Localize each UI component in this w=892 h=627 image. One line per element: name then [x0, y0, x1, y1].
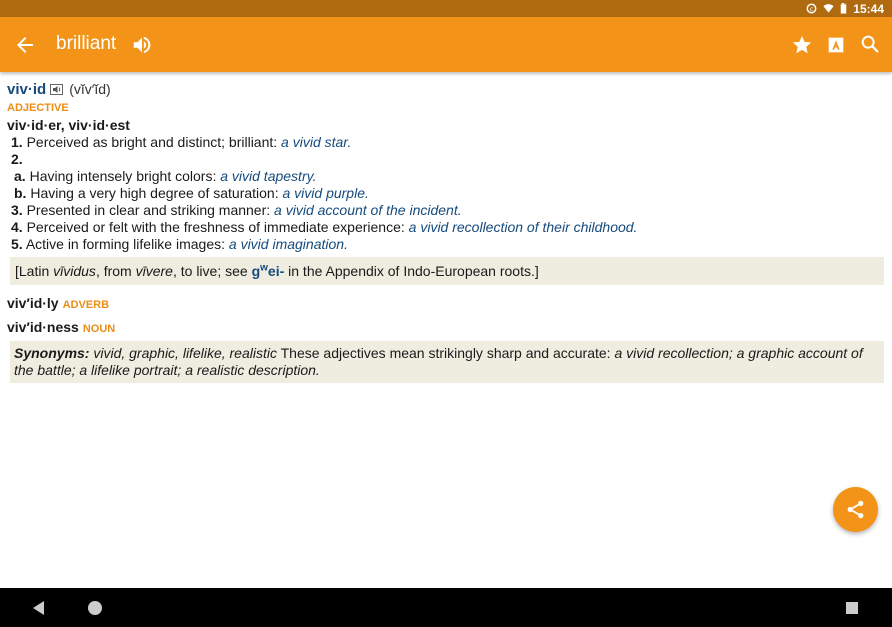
etymology-box: [Latin vīvidus, from vīvere, to live; see $g^wei-$ in the Appendix of Indo-European roots.]: [10, 257, 884, 285]
root-link[interactable]: $g^wei-$: [251, 262, 285, 279]
sense-item: 5. Active in forming lifelike images: a vivid imagination.: [11, 236, 348, 252]
derived-form: viv′id·ness NOUN: [7, 319, 116, 335]
sense-item: 4. Perceived or felt with the freshness of immediate experience: a vivid recollection of their childhood.: [11, 219, 638, 235]
entry-content: [7, 80, 885, 383]
sense-item: 2.: [11, 151, 23, 167]
search-icon[interactable]: [859, 33, 881, 55]
search-term-title: brilliant: [56, 33, 117, 54]
share-button[interactable]: [833, 487, 878, 532]
synonyms-box: Synonyms: vivid, graphic, lifelike, realistic These adjectives mean strikingly sharp and accurate: a vivid recollection; a graphic account of the battle; a lifelike portrait; a realistic description.: [10, 341, 884, 383]
speaker-icon[interactable]: [131, 34, 153, 56]
nav-home-icon[interactable]: [86, 599, 104, 617]
favorite-star-icon[interactable]: [791, 34, 813, 56]
sense-item: b. Having a very high degree of saturation: a vivid purple.: [14, 185, 369, 201]
wifi-icon: [823, 3, 834, 14]
nav-back-icon[interactable]: [30, 599, 48, 617]
headword: viv·id: [7, 81, 47, 98]
back-arrow-icon[interactable]: [13, 33, 37, 57]
derived-form: viv′id·ly ADVERB: [7, 295, 110, 311]
sense-item: 3. Presented in clear and striking manner: a vivid account of the incident.: [11, 202, 462, 218]
part-of-speech: ADJECTIVE: [7, 102, 69, 114]
headword-line: [7, 80, 885, 99]
app-bar: [0, 17, 892, 72]
sense-list: [11, 134, 885, 253]
inflections: viv·id·er, viv·id·est: [7, 117, 130, 133]
battery-icon: [840, 3, 847, 14]
data-saver-icon: [806, 3, 817, 14]
font-size-icon[interactable]: [825, 34, 847, 56]
status-icons: [806, 1, 884, 16]
status-time: 15:44: [853, 1, 884, 16]
share-icon: [845, 499, 866, 520]
status-bar: [0, 0, 892, 17]
nav-recents-icon[interactable]: [844, 600, 860, 616]
svg-text:c: c: [810, 4, 814, 13]
pronunciation-sound-icon[interactable]: [50, 84, 63, 95]
pronunciation: (vĭv′ĭd): [69, 81, 111, 97]
sense-item: a. Having intensely bright colors: a vivid tapestry.: [14, 168, 317, 184]
sense-item: 1. Perceived as bright and distinct; brilliant: a vivid star.: [11, 134, 352, 150]
system-nav-bar: [0, 588, 892, 627]
